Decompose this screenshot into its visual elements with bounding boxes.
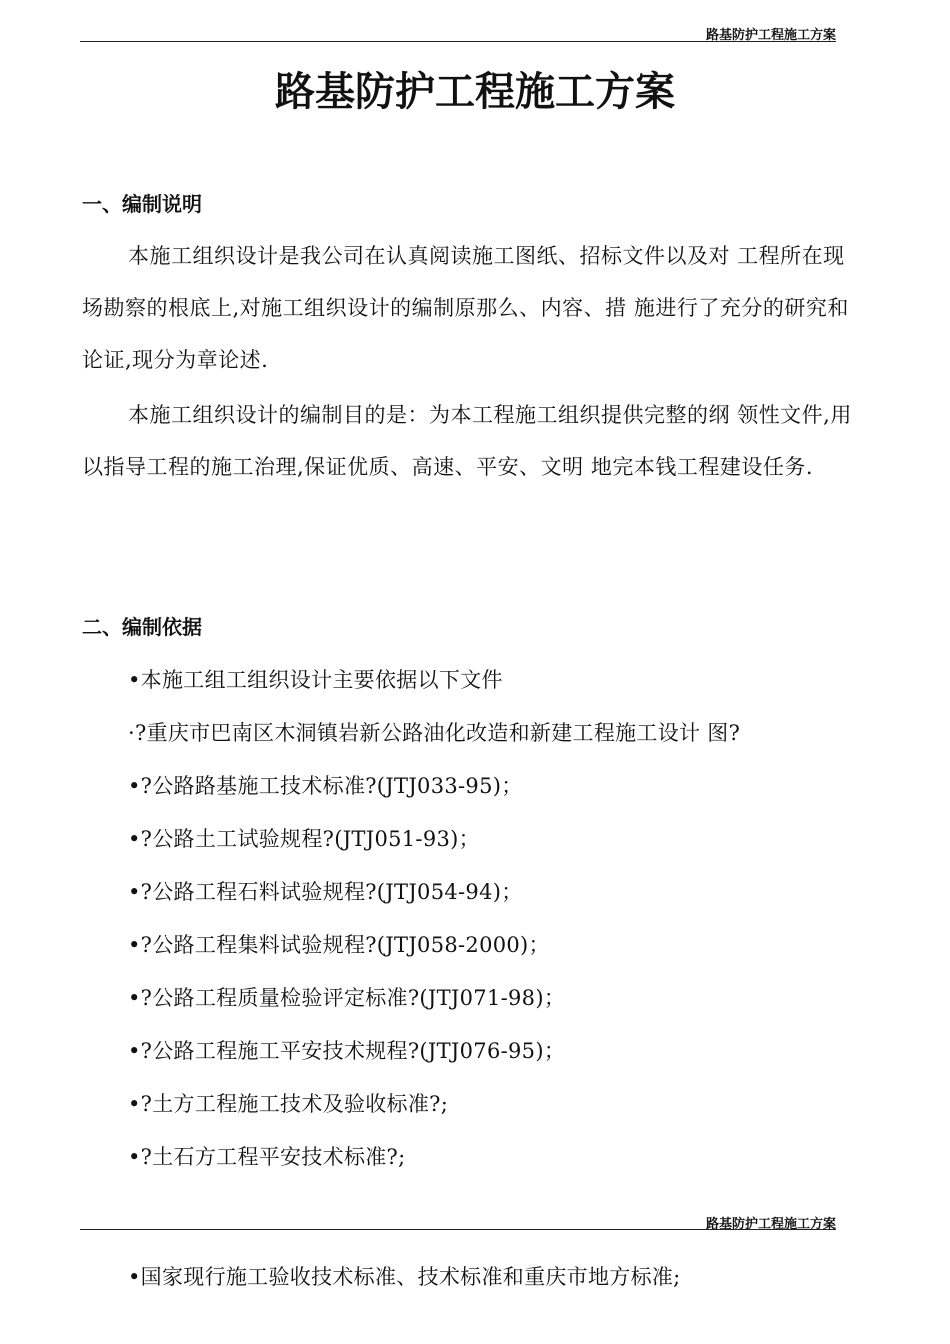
list-item: •国家现行施工验收技术标准、技术标准和重庆市地方标准; xyxy=(128,1265,681,1289)
list-item: •?土方工程施工技术及验收标准?; xyxy=(128,1092,449,1116)
running-header: 路基防护工程施工方案 xyxy=(705,28,836,43)
list-item: •?公路土工试验规程?(JTJ051-93)； xyxy=(128,827,480,851)
list-item: ·?重庆市巴南区木洞镇岩新公路油化改造和新建工程施工设计 图? xyxy=(128,721,741,745)
list-item: •?公路路基施工技术标准?(JTJ033-95)； xyxy=(128,774,523,798)
list-item: •?土石方工程平安技术标准?; xyxy=(128,1145,406,1169)
paragraph-2: 本施工组织设计的编制目的是：为本工程施工组织提供完整的纲 领性文件,用以指导工程的施工治理,保证优质、高速、平安、文明 地完本钱工程建设任务. xyxy=(82,403,852,479)
section-heading-1: 一、编制说明 xyxy=(82,192,202,216)
header-rule xyxy=(80,1229,836,1230)
list-item: •?公路工程石料试验规程?(JTJ054-94)； xyxy=(128,880,523,904)
header-rule xyxy=(80,41,836,42)
document-title: 路基防护工程施工方案 xyxy=(275,69,675,115)
paragraph-1: 本施工组织设计是我公司在认真阅读施工图纸、招标文件以及对 工程所在现场勘察的根底上,对施工组织设计的编制原那么、内容、措 施进行了充分的研究和论证,现分为章论述. xyxy=(82,244,849,372)
list-item: •本施工组工组织设计主要依据以下文件 xyxy=(128,668,503,692)
running-header: 路基防护工程施工方案 xyxy=(705,1217,836,1232)
list-item: •?公路工程施工平安技术规程?(JTJ076-95)； xyxy=(128,1039,566,1063)
section-heading-2: 二、编制依据 xyxy=(82,615,202,639)
list-item: •?公路工程集料试验规程?(JTJ058-2000)； xyxy=(128,933,550,957)
list-item: •?公路工程质量检验评定标准?(JTJ071-98)； xyxy=(128,986,566,1010)
